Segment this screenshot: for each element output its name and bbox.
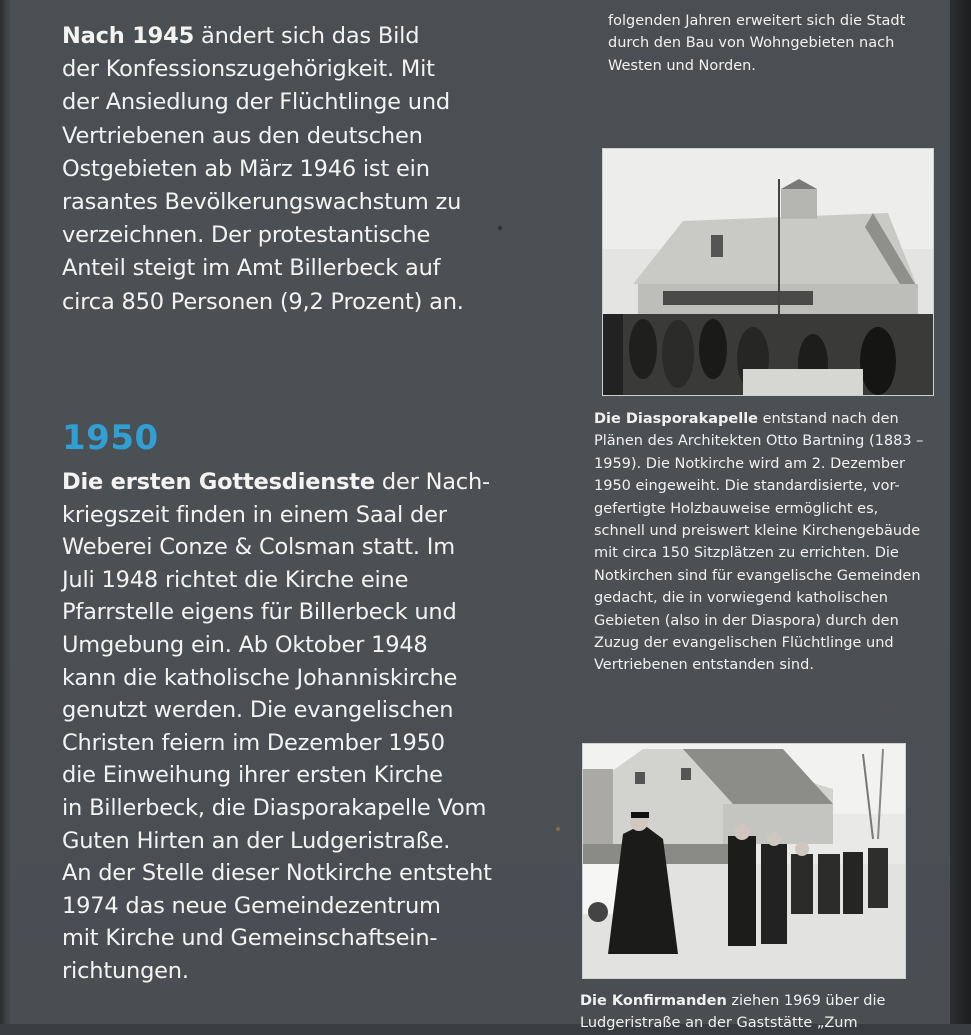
text-line: mit Kirche und Gemeinschaftsein-	[62, 925, 438, 952]
text-line: folgenden Jahren erweitert sich die Stadt	[608, 13, 906, 29]
confirmands-photo	[582, 743, 906, 979]
board-mark	[498, 226, 502, 230]
text-line: Juli 1948 richtet die Kirche eine	[62, 566, 409, 593]
text-line: der Konfessionszugehörigkeit. Mit	[62, 56, 435, 83]
text-line: Ludgeristraße an der Gaststätte „Zum	[580, 1015, 858, 1032]
text-line: richtungen.	[62, 957, 189, 984]
text-line: Plänen des Architekten Otto Bartning (1883 –	[594, 433, 924, 450]
text-line: genutzt werden. Die evangelischen	[62, 697, 454, 724]
paragraph-after-1945	[62, 20, 502, 319]
text-line: Pfarrstelle eigens für Billerbeck und	[62, 599, 457, 626]
text-line	[594, 408, 924, 430]
text-run: entstand nach den	[758, 411, 899, 427]
text-line: kriegszeit finden in einem Saal der	[62, 501, 447, 528]
lead-text: Die Konfirmanden	[580, 993, 727, 1009]
text-line: in Billerbeck, die Diasporakapelle Vom	[62, 794, 487, 821]
text-line: Christen feiern im Dezember 1950	[62, 729, 445, 756]
text-line: gedacht, die in vorwiegend katholischen	[594, 590, 888, 607]
text-line: 1950 eingeweiht. Die standardisierte, vor-	[594, 478, 900, 495]
text-line: verzeichnen. Der protestantische	[62, 222, 431, 249]
text-line: Ostgebieten ab März 1946 ist ein	[62, 155, 430, 182]
text-line: schnell und preiswert kleine Kirchengebäude	[594, 523, 921, 540]
chapel-caption	[594, 408, 924, 677]
text-line: Weberei Conze & Colsman statt. Im	[62, 534, 455, 561]
confirmands-photo-drawing	[583, 744, 905, 978]
text-line	[580, 990, 910, 1012]
text-line: Vertriebenen entstanden sind.	[594, 657, 814, 674]
text-run: ziehen 1969 über die	[726, 993, 886, 1009]
year-heading: 1950	[62, 418, 159, 458]
text-line: 1959). Die Notkirche wird am 2. Dezember	[594, 455, 905, 472]
lead-text: Nach 1945	[62, 23, 195, 49]
text-line: An der Stelle dieser Notkirche entsteht	[62, 860, 492, 887]
board-mark	[556, 827, 560, 831]
lead-text: Die Diasporakapelle	[594, 411, 759, 427]
text-line: mit circa 150 Sitzplätzen zu errichten. Die	[594, 545, 899, 562]
text-line	[62, 20, 502, 53]
text-line: Notkirchen sind für evangelische Gemeinden	[594, 567, 921, 584]
board-edge	[950, 0, 971, 1024]
chapel-photo	[602, 148, 934, 396]
text-line: Umgebung ein. Ab Oktober 1948	[62, 631, 428, 658]
text-line: circa 850 Personen (9,2 Prozent) an.	[62, 288, 464, 315]
text-line: durch den Bau von Wohngebieten nach	[608, 35, 895, 52]
text-line: der Ansiedlung der Flüchtlinge und	[62, 89, 450, 116]
lead-text: Die ersten Gottesdienste	[62, 469, 375, 495]
confirmands-caption	[580, 990, 910, 1035]
text-line: 1974 das neue Gemeindezentrum	[62, 892, 441, 919]
text-line: die Einweihung ihrer ersten Kirche	[62, 762, 443, 789]
text-line: rasantes Bevölkerungswachstum zu	[62, 189, 462, 216]
text-line	[62, 466, 502, 499]
text-line: Zuzug der evangelischen Flüchtlinge und	[594, 635, 894, 652]
text-line: Anteil steigt im Amt Billerbeck auf	[62, 255, 441, 282]
text-line: Westen und Norden.	[608, 57, 756, 74]
chapel-photo-drawing	[603, 149, 933, 395]
text-line: Guten Hirten an der Ludgeristraße.	[62, 827, 451, 854]
top-caption	[608, 0, 948, 77]
text-run: ändert sich das Bild	[194, 23, 420, 49]
cut-off-line	[608, 0, 948, 10]
text-line: Gebieten (also in der Diaspora) durch den	[594, 612, 899, 629]
text-line: Vertriebenen aus den deutschen	[62, 122, 423, 149]
text-line: kann die katholische Johanniskirche	[62, 664, 458, 691]
paragraph-1950	[62, 466, 502, 988]
text-run: der Nach-	[374, 469, 490, 495]
text-line: gefertigte Holzbauweise ermöglicht es,	[594, 500, 879, 517]
